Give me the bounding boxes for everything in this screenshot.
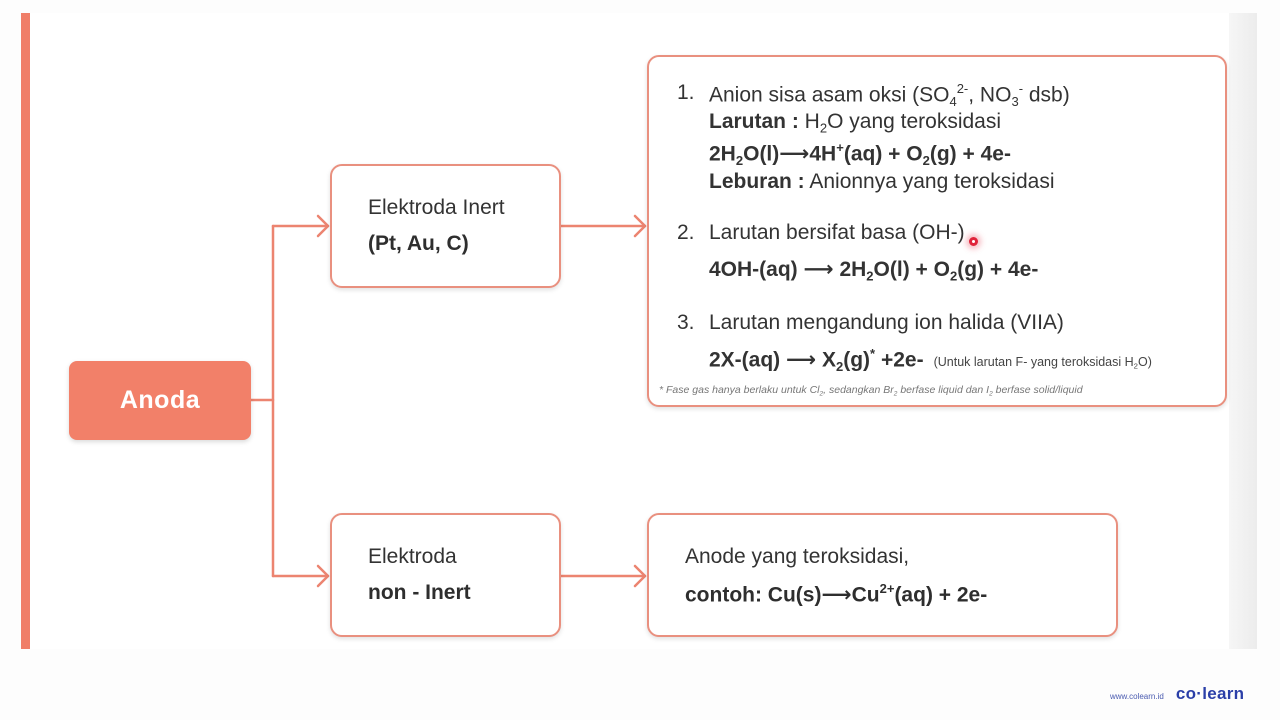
noninert-details-box	[647, 513, 1118, 637]
reaction-arrow-icon: ⟶	[786, 348, 817, 372]
anoda-label: Anoda	[119, 386, 201, 414]
reaction-arrow-icon: ⟶	[821, 583, 852, 607]
noninert-example-reaction: contoh: $Cu(s)⟶Cu^{2+}(aq) + 2e-$	[685, 581, 988, 607]
fluoride-note: (Untuk larutan F- yang teroksidasi $H_2O$)	[933, 355, 1152, 372]
colearn-logo: co·learn	[1175, 684, 1245, 703]
inert-title: Elektroda Inert	[368, 196, 505, 219]
inert-examples: (Pt, Au, C)	[368, 232, 469, 255]
brand-url: www.colearn.id	[1110, 692, 1164, 701]
pointer-cursor-icon	[969, 237, 978, 246]
reaction-arrow-icon: ⟶	[803, 258, 834, 281]
inert-details-box: 1. Anion sisa asam oksi ($SO_4^{2-}$, $NO_3^-$ dsb) Larutan : $H_2O$ yang teroksidasi $2H_2O(l)⟶4H^+(aq) + O_2(g) + 4e-$ Leburan : Anionnya yang teroksidasi 2. Larutan bersifat basa (OH-) 4OH-(aq) ⟶ $2H_2O(l) + O_2(g) + 4e-$ 3. Larutan mengandung ion halida (VIIA) 2X-(aq) ⟶ $X_2(g)^* +2e-$ (Untuk larutan F- yang teroksidasi $H_2O$) * Fase gas hanya berlaku untuk $Cl_2$, sedangkan $Br_2$ berfase liquid dan $I_2$ berfase solid/liquid	[647, 55, 1227, 407]
noninert-title: Elektroda	[368, 545, 457, 568]
noninert-electrode-node	[330, 513, 561, 637]
noninert-subtitle: non - Inert	[368, 581, 471, 604]
colearn-branding	[1110, 684, 1244, 704]
reaction-arrow-icon: ⟶	[779, 142, 810, 166]
inert-electrode-node	[330, 164, 561, 288]
anoda-node	[69, 361, 251, 440]
phase-footnote: * Fase gas hanya berlaku untuk $Cl_2$, sedangkan $Br_2$ berfase liquid dan $I_2$ berfase solid/liquid	[659, 384, 1083, 398]
noninert-description: Anode yang teroksidasi,	[685, 545, 910, 568]
